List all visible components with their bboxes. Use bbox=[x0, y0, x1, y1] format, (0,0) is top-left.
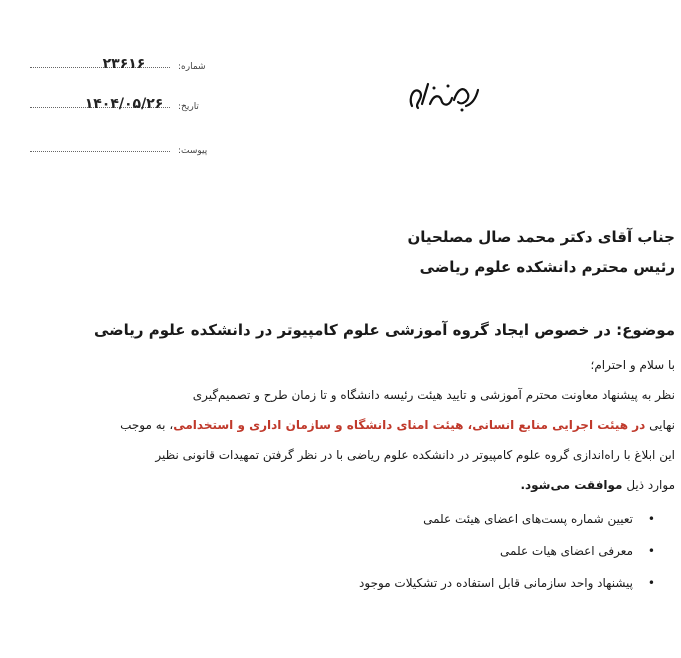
subject-line: موضوع: در خصوص ایجاد گروه آموزشی علوم کامپیوتر در دانشکده علوم ریاضی bbox=[93, 321, 675, 339]
letter-date-row bbox=[30, 96, 220, 116]
letter-date-value: ۱۴۰۴/۰۵/۲۶ bbox=[84, 96, 164, 112]
letter-body bbox=[65, 350, 675, 500]
letter-attachment-row bbox=[30, 140, 220, 160]
bullet-icon: • bbox=[647, 576, 655, 590]
requirements-list bbox=[255, 503, 655, 599]
bullet-icon: • bbox=[647, 512, 655, 526]
letter-number-value: ۲۳۶۱۶ bbox=[102, 56, 146, 72]
addressee-title: رئیس محترم دانشکده علوم ریاضی bbox=[419, 258, 675, 276]
letter-number-label: شماره: bbox=[178, 62, 206, 72]
body-line-2-start: نهایی bbox=[645, 418, 675, 432]
body-line-3: این ابلاغ با راه‌اندازی گروه علوم کامپیوتر در دانشکده علوم ریاضی با در نظر گرفتن تمهیدات قانونی نظیر bbox=[155, 448, 675, 462]
list-item bbox=[255, 503, 655, 535]
body-line-1: نظر به پیشنهاد معاونت محترم آموزشی و تایید هیئت رئیسه دانشگاه و تا زمان طرح و تصمیم‌گیری bbox=[192, 388, 675, 402]
bullet-icon: • bbox=[647, 544, 655, 558]
list-item-text: تعیین شماره پست‌های اعضای هیئت علمی bbox=[423, 512, 633, 526]
body-line-4-start: موارد ذیل bbox=[622, 478, 675, 492]
list-item-text: معرفی اعضای هیات علمی bbox=[500, 544, 633, 558]
list-item-text: پیشنهاد واحد سازمانی قابل استفاده در تشکیلات موجود bbox=[359, 576, 633, 590]
letter-number-row bbox=[30, 56, 220, 76]
approval-bodies-highlight: در هیئت اجرایی منابع انسانی، هیئت امنای دانشگاه و سازمان اداری و استخدامی bbox=[173, 418, 646, 432]
letter-attachment-label: پیوست: bbox=[178, 146, 208, 156]
dotted-line bbox=[30, 151, 170, 152]
body-line-2 bbox=[65, 410, 675, 440]
calligraphy-logo bbox=[404, 76, 484, 116]
addressee-block bbox=[65, 222, 675, 282]
addressee-name: جناب آقای دکتر محمد صال مصلحیان bbox=[407, 228, 675, 246]
list-item bbox=[255, 535, 655, 567]
approval-statement: موافقت می‌شود. bbox=[520, 478, 623, 492]
list-item bbox=[255, 567, 655, 599]
body-line-2-end: ، به موجب bbox=[120, 418, 174, 432]
letter-date-label: تاریخ: bbox=[178, 102, 199, 112]
body-line-4 bbox=[65, 470, 675, 500]
greeting: با سلام و احترام؛ bbox=[590, 358, 675, 372]
